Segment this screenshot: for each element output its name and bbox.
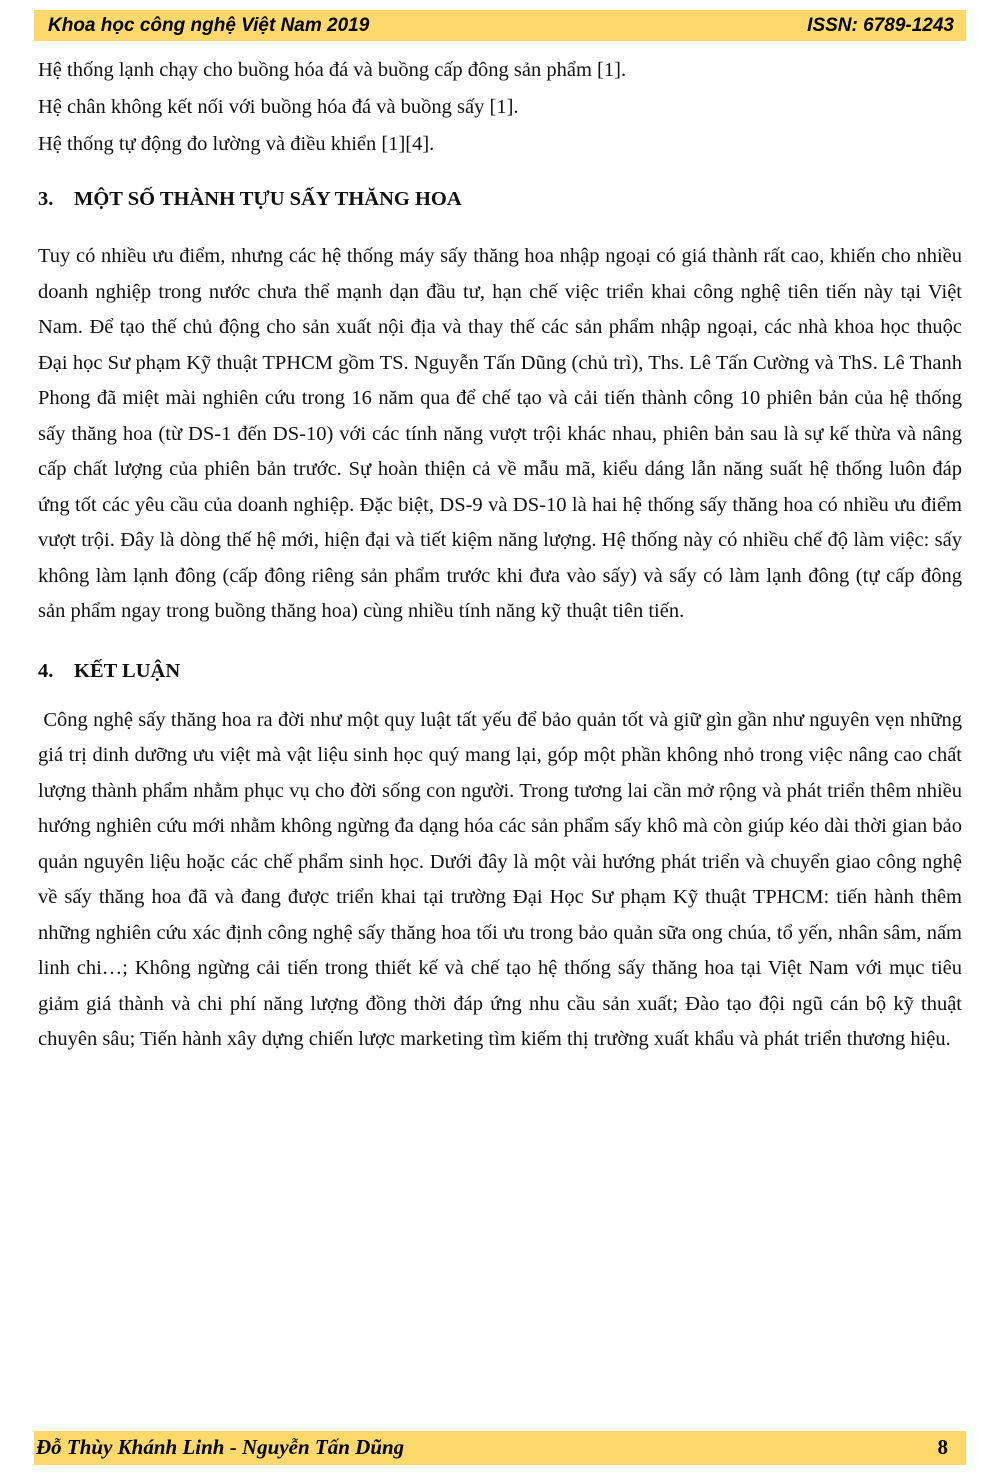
- intro-line: Hệ chân không kết nối với buồng hóa đá và buồng sấy [1].: [38, 96, 519, 118]
- page-number: 8: [937, 1435, 948, 1459]
- section-title: KẾT LUẬN: [74, 659, 181, 682]
- page-header: [34, 10, 966, 41]
- section-4-paragraph: Công nghệ sấy thăng hoa ra đời như một quy luật tất yếu để bảo quản tốt và giữ gìn gần như nguyên vẹn những giá trị dinh dưỡng ưu việt mà vật liệu sinh học quý mang lại, góp một phần không nhỏ trong việc nâng cao chất lượng thành phẩm nhằm phục vụ cho đời sống con người. Trong tương lai cần mở rộng và phát triển thêm nhiều hướng nghiên cứu mới nhằm không ngừng đa dạng hóa các sản phẩm sấy khô mà còn giúp kéo dài thời gian bảo quản nguyên liệu hoặc các chế phẩm sinh học. Dưới đây là một vài hướng phát triển và chuyển giao công nghệ về sấy thăng hoa đã và đang được triển khai tại trường Đại Học Sư phạm Kỹ thuật TPHCM: tiến hành thêm những nghiên cứu xác định công nghệ sấy thăng hoa tối ưu trong bảo quản sữa ong chúa, tổ yến, nhân sâm, nấm linh chi…; Không ngừng cải tiến trong thiết kế và chế tạo hệ thống sấy thăng hoa tại Việt Nam với mục tiêu giảm giá thành và chi phí năng lượng đồng thời đáp ứng nhu cầu sản xuất; Đào tạo đội ngũ cán bộ kỹ thuật chuyên sâu; Tiến hành xây dựng chiến lược marketing tìm kiếm thị trường xuất khẩu và phát triển thương hiệu.: [38, 708, 968, 1050]
- section-3-heading: [38, 184, 962, 214]
- article-body: [38, 52, 968, 1058]
- footer-authors: Đỗ Thùy Khánh Linh - Nguyễn Tấn Dũng: [36, 1435, 405, 1459]
- section-number: 3.: [38, 188, 54, 210]
- intro-line: Hệ thống tự động đo lường và điều khiển [1][4].: [38, 133, 435, 155]
- section-title: MỘT SỐ THÀNH TỰU SẤY THĂNG HOA: [74, 188, 462, 210]
- section-4-heading: [38, 656, 962, 686]
- section-3-paragraph: Tuy có nhiều ưu điểm, nhưng các hệ thống máy sấy thăng hoa nhập ngoại có giá thành rất cao, khiến cho nhiều doanh nghiệp trong nước chưa thể mạnh dạn đầu tư, hạn chế việc triển khai công nghệ tiên tiến này tại Việt Nam. Để tạo thế chủ động cho sản xuất nội địa và thay thế các sản phẩm nhập ngoại, các nhà khoa học thuộc Đại học Sư phạm Kỹ thuật TPHCM gồm TS. Nguyễn Tấn Dũng (chủ trì), Ths. Lê Tấn Cường và ThS. Lê Thanh Phong đã miệt mài nghiên cứu trong 16 năm qua để chế tạo và cải tiến thành công 10 phiên bản của hệ thống sấy thăng hoa (từ DS-1 đến DS-10) với các tính năng vượt trội khác nhau, phiên bản sau là sự kế thừa và nâng cấp chất lượng của phiên bản trước. Sự hoàn thiện cả về mẫu mã, kiểu dáng lẫn năng suất hệ thống luôn đáp ứng tốt các yêu cầu của doanh nghiệp. Đặc biệt, DS-9 và DS-10 là hai hệ thống sấy thăng hoa có nhiều ưu điểm vượt trội. Đây là dòng thế hệ mới, hiện đại và tiết kiệm năng lượng. Hệ thống này có nhiều chế độ làm việc: sấy không làm lạnh đông (cấp đông riêng sản phẩm trước khi đưa vào sấy) và sấy có làm lạnh đông (tự cấp đông sản phẩm ngay trong buồng thăng hoa) cùng nhiều tính năng kỹ thuật tiên tiến.: [38, 245, 962, 622]
- journal-title: Khoa học công nghệ Việt Nam 2019: [48, 15, 370, 36]
- issn-label: ISSN: 6789-1243: [807, 15, 954, 36]
- page-footer: [34, 1431, 966, 1465]
- intro-line: Hệ thống lạnh chạy cho buồng hóa đá và buồng cấp đông sản phẩm [1].: [38, 59, 627, 81]
- section-number: 4.: [38, 659, 54, 682]
